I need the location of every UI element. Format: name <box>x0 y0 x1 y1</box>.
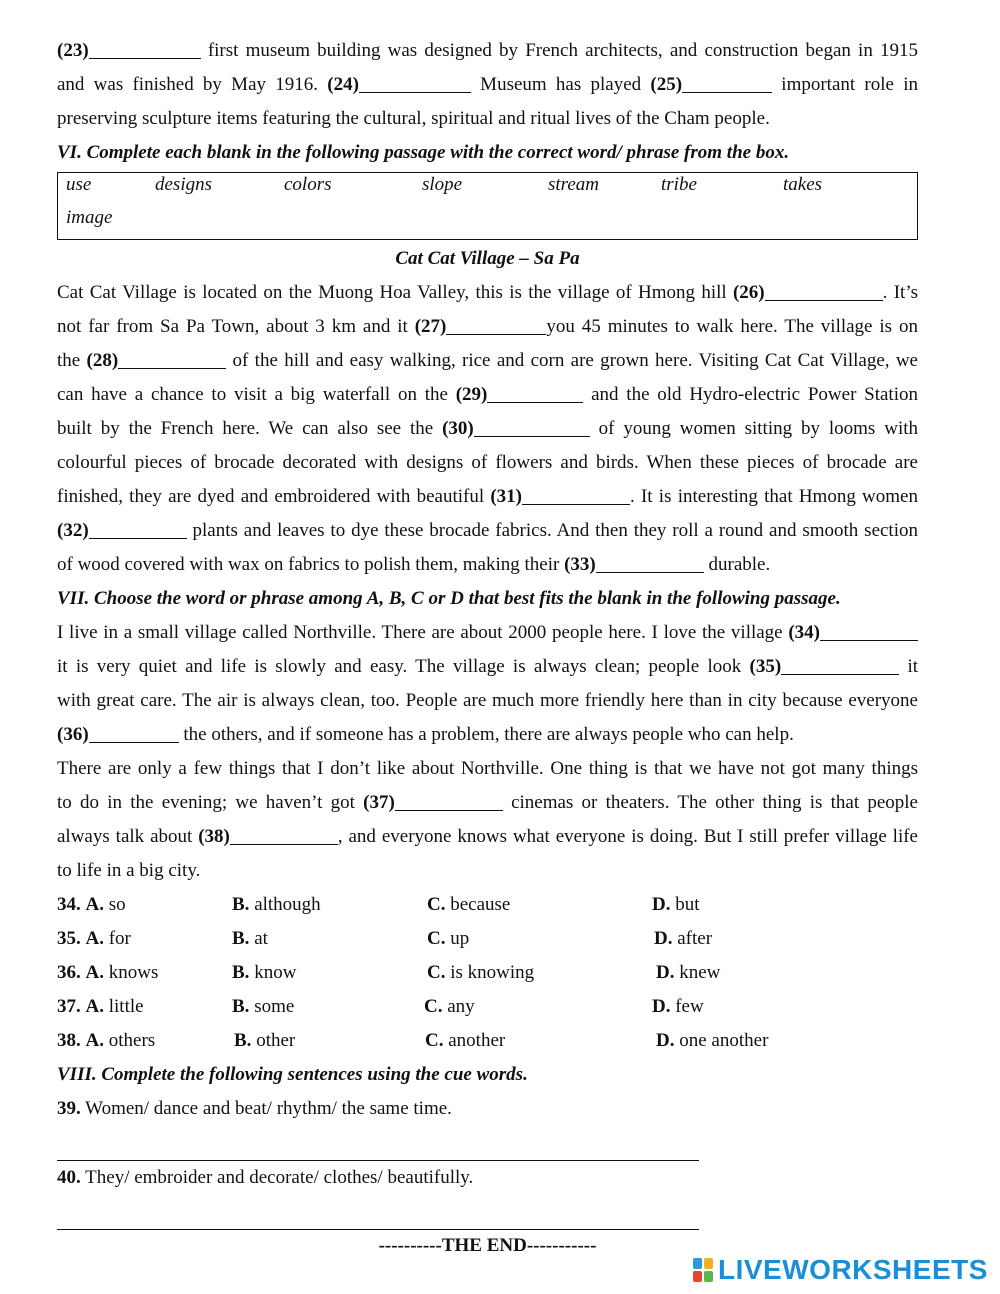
blank-31[interactable] <box>522 484 630 505</box>
blank-28[interactable] <box>118 348 226 369</box>
option-b[interactable]: know <box>254 962 297 983</box>
option-d[interactable]: but <box>675 894 700 915</box>
option-d[interactable]: one another <box>679 1030 769 1051</box>
question-39: 39. Women/ dance and beat/ rhythm/ the same time. <box>57 1098 452 1119</box>
passage-line: (32) plants and leaves to dye these brocade fabrics. And then they roll a round and smooth section <box>57 520 918 541</box>
passage-line: can have a chance to visit a big waterfall on the (29) and the old Hydro-electric Power Station <box>57 384 918 405</box>
passage-line: it is very quiet and life is slowly and easy. The village is always clean; people look (35) it <box>57 656 918 677</box>
blank-34[interactable] <box>820 620 918 641</box>
word-item: tribe <box>661 174 697 195</box>
passage-line: preserving sculpture items featuring the cultural, spiritual and ritual lives of the Cham people. <box>57 108 770 129</box>
section-heading: VIII. Complete the following sentences using the cue words. <box>57 1064 528 1085</box>
passage-line: the (28) of the hill and easy walking, rice and corn are grown here. Visiting Cat Cat Village, we <box>57 350 918 371</box>
option-b[interactable]: other <box>256 1030 296 1051</box>
option-b[interactable]: some <box>254 996 295 1017</box>
section-heading: VII. Choose the word or phrase among A, B, C or D that best fits the blank in the following passage. <box>57 588 841 609</box>
blank-26[interactable] <box>765 280 883 301</box>
blank-27[interactable] <box>446 314 546 335</box>
passage-line: and was finished by May 1916. (24) Museum has played (25) important role in <box>57 74 918 95</box>
the-end-footer: ----------THE END----------- <box>378 1235 597 1256</box>
option-b[interactable]: although <box>254 894 321 915</box>
word-item: colors <box>284 174 332 195</box>
question-row-36: 36. A. knows B. know C. is knowing D. knew <box>57 962 721 983</box>
passage-title: Cat Cat Village – Sa Pa <box>395 248 580 269</box>
option-a[interactable]: little <box>108 996 144 1017</box>
passage-line: (23) first museum building was designed by French architects, and construction began in 1915 <box>57 40 918 61</box>
word-item: image <box>66 207 113 228</box>
passage-line: with great care. The air is always clean, too. People are much more friendly here than in city because everyone <box>57 690 918 711</box>
word-item: use <box>66 174 92 195</box>
option-a[interactable]: others <box>108 1030 156 1051</box>
answer-line-39[interactable] <box>57 1126 699 1161</box>
blank-36[interactable] <box>89 722 179 743</box>
option-d[interactable]: knew <box>679 962 721 983</box>
logo-text: LIVEWORKSHEETS <box>718 1254 988 1285</box>
question-row-34: 34. A. so B. although C. because D. but <box>57 894 700 915</box>
blank-35[interactable] <box>781 654 899 675</box>
option-b[interactable]: at <box>254 928 268 949</box>
blank-32[interactable] <box>89 518 187 539</box>
option-c[interactable]: is knowing <box>450 962 535 983</box>
answer-line-40[interactable] <box>57 1195 699 1230</box>
question-row-37: 37. A. little B. some C. any D. few <box>57 996 704 1017</box>
blank-24[interactable] <box>359 72 471 93</box>
passage-line: not far from Sa Pa Town, about 3 km and it (27) you 45 minutes to walk here. The village is on <box>57 316 918 337</box>
blank-23[interactable] <box>89 38 201 59</box>
passage-line: built by the French here. We can also see the (30) of young women sitting by looms with <box>57 418 918 439</box>
option-d[interactable]: few <box>675 996 704 1017</box>
question-row-35: 35. A. for B. at C. up D. after <box>57 928 713 949</box>
worksheet-page <box>57 34 918 1256</box>
blank-33[interactable] <box>596 552 704 573</box>
option-c[interactable]: another <box>448 1030 506 1051</box>
blank-38[interactable] <box>230 824 338 845</box>
passage-line: of wood covered with wax on fabrics to polish them, making their (33) durable. <box>57 554 771 575</box>
question-number: (23) <box>57 40 89 61</box>
option-d[interactable]: after <box>677 928 713 949</box>
blank-25[interactable] <box>682 72 772 93</box>
word-box <box>57 172 918 240</box>
option-c[interactable]: any <box>447 996 475 1017</box>
passage-line: finished, they are dyed and embroidered with beautiful (31) . It is interesting that Hmong women <box>57 486 918 507</box>
word-item: stream <box>548 174 600 195</box>
option-a[interactable]: knows <box>108 962 159 983</box>
logo-icon <box>692 1257 714 1283</box>
passage-line: always talk about (38) , and everyone knows what everyone is doing. But I still prefer village life <box>57 826 918 847</box>
passage-line: There are only a few things that I don’t like about Northville. One thing is that we have not got many things <box>57 758 918 779</box>
passage-line: (36) the others, and if someone has a problem, there are always people who can help. <box>57 724 794 745</box>
option-a[interactable]: so <box>108 894 126 915</box>
word-item: designs <box>155 174 212 195</box>
passage-line: colourful pieces of brocade decorated with designs of flowers and birds. When these pieces of brocade are <box>57 452 918 473</box>
word-item: slope <box>422 174 463 195</box>
passage-line: to do in the evening; we haven’t got (37) cinemas or theaters. The other thing is that people <box>57 792 918 813</box>
question-40: 40. They/ embroider and decorate/ clothes/ beautifully. <box>57 1167 474 1188</box>
liveworksheets-logo <box>692 1254 988 1286</box>
blank-37[interactable] <box>395 790 503 811</box>
blank-30[interactable] <box>474 416 590 437</box>
passage-line: to life in a big city. <box>57 860 201 881</box>
section-heading: VI. Complete each blank in the following passage with the correct word/ phrase from the box. <box>57 142 790 163</box>
passage-line: Cat Cat Village is located on the Muong Hoa Valley, this is the village of Hmong hill (26) . It’s <box>57 282 918 303</box>
blank-29[interactable] <box>487 382 583 403</box>
question-row-38: 38. A. others B. other C. another D. one another <box>57 1030 769 1051</box>
option-c[interactable]: up <box>450 928 470 949</box>
option-a[interactable]: for <box>108 928 131 949</box>
passage-line: I live in a small village called Northville. There are about 2000 people here. I love the village (34) <box>57 616 918 650</box>
option-c[interactable]: because <box>450 894 511 915</box>
word-item: takes <box>783 174 823 195</box>
